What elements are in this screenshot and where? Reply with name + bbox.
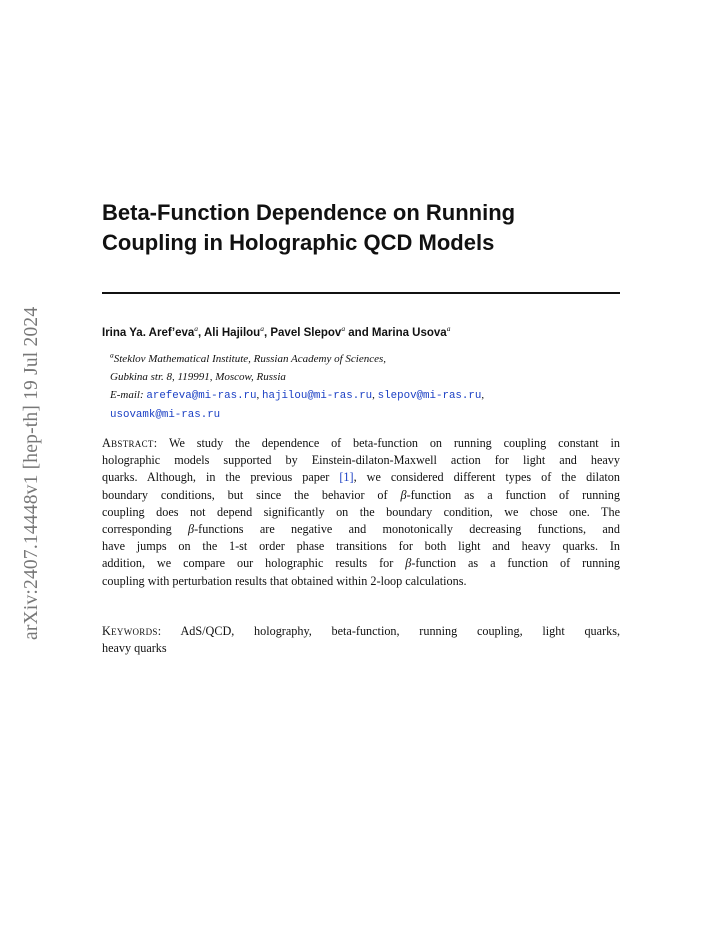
beta-symbol: β: [405, 556, 412, 571]
abstract-text: quarks. Although, in the previous paper: [102, 470, 330, 485]
affiliation-block: [110, 350, 620, 424]
keywords-line: [102, 623, 620, 640]
author-separator: ,: [263, 327, 271, 339]
abstract-text: coupling with perturbation results that obtained within 2-loop calculations.: [102, 573, 467, 588]
keywords-line: [102, 640, 620, 657]
abstract-line: [102, 487, 620, 504]
author-name: Ali Hajilou: [203, 327, 261, 339]
email-link[interactable]: hajilou@mi-ras.ru: [262, 390, 373, 402]
keywords-text: AdS/QCD, holography, beta-function, running coupling, light quarks,: [180, 624, 621, 638]
author-list: [102, 324, 622, 342]
email-link[interactable]: arefeva@mi-ras.ru: [146, 390, 257, 402]
institute-name: Steklov Mathematical Institute, Russian Academy of Sciences,: [113, 353, 387, 365]
abstract-line: [102, 521, 620, 538]
author-separator: and: [345, 327, 372, 339]
paper-title: [102, 198, 622, 258]
abstract-line: [102, 573, 620, 590]
abstract-text: have jumps on the 1-st order phase transitions for both light and heavy quarks. In: [102, 539, 620, 554]
affiliation-mark: a: [110, 350, 114, 360]
abstract-text: corresponding: [102, 522, 172, 537]
abstract-line: [102, 504, 620, 521]
abstract-text: addition, we compare our holographic results for: [102, 556, 394, 571]
abstract-text: -function as a function of running: [406, 487, 620, 502]
author-separator: ,: [198, 327, 204, 339]
abstract-text: coupling does not depend significantly on the boundary condition, we chose one. The: [102, 504, 620, 519]
abstract-text: , we considered different types of the dilaton: [353, 470, 620, 485]
beta-symbol: β: [400, 487, 407, 502]
email-line-1: E-mail: arefeva@mi-ras.ru, hajilou@mi-ras.ru, slepov@mi-ras.ru,: [110, 389, 485, 402]
abstract-text: -function as a function of running: [411, 556, 621, 571]
title-rule: [102, 292, 620, 294]
title-line-2: Coupling in Holographic QCD Models: [102, 230, 495, 255]
title-line-1: Beta-Function Dependence on Running: [102, 200, 516, 225]
abstract-label: Abstract:: [102, 436, 158, 450]
citation-link[interactable]: [1]: [339, 470, 354, 485]
arxiv-identifier: arXiv:2407.14448v1 [hep-th] 19 Jul 2024: [21, 306, 42, 640]
abstract-text: boundary conditions, but since the behavior of: [102, 487, 388, 502]
keywords-text: heavy quarks: [102, 641, 167, 656]
keywords-label: Keywords:: [102, 624, 162, 638]
affiliation-mark: a: [446, 324, 451, 334]
affiliation-mark: a: [260, 324, 264, 334]
affiliation-line-1: [110, 350, 620, 368]
email-link[interactable]: slepov@mi-ras.ru: [377, 390, 482, 402]
author-name: Marina Usova: [371, 327, 447, 339]
abstract-line: [102, 555, 620, 572]
author-name: Pavel Slepov: [270, 327, 342, 339]
abstract-text: holographic models supported by Einstein-dilaton-Maxwell action for light and heavy: [102, 453, 620, 468]
keywords: [102, 623, 620, 657]
abstract-line: [102, 538, 620, 555]
affiliation-mark: a: [341, 324, 346, 334]
email-line-2: [110, 405, 620, 424]
email-link[interactable]: usovamk@mi-ras.ru: [110, 409, 221, 421]
beta-symbol: β: [188, 522, 195, 537]
affiliation-address: Gubkina str. 8, 119991, Moscow, Russia: [110, 371, 286, 383]
affiliation-mark: a: [194, 324, 199, 334]
author-name: Irina Ya. Aref’eva: [102, 327, 195, 339]
abstract-text: -functions are negative and monotonically decreasing functions, and: [194, 522, 620, 537]
email-label: E-mail:: [110, 389, 144, 401]
abstract-line: [102, 452, 620, 469]
abstract-line: [102, 435, 620, 452]
abstract-text: We study the dependence of beta-function on running coupling constant in: [169, 436, 620, 450]
abstract: [102, 435, 620, 590]
abstract-line: [102, 469, 620, 486]
arxiv-side-stamp: [18, 262, 46, 640]
